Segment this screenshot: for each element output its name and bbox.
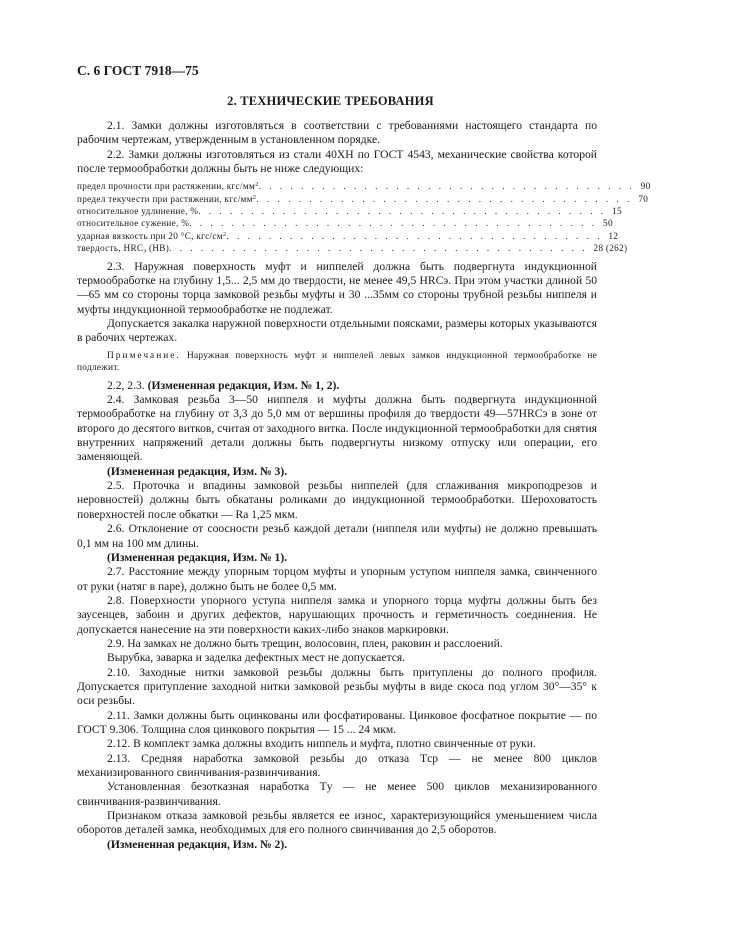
paragraph-2-11: 2.11. Замки должны быть оцинкованы или фосфатированы. Цинковое фосфатное покрытие — по ГОСТ 9.306. Толщина слоя цинкового покрытия — 15 ... 24 мкм.: [77, 708, 597, 736]
leader-dots: . . . . . . . . . . . . . . . . . . . . . . . . . . . . . . . . . . . .: [256, 194, 633, 205]
property-label: относительное сужение, %: [77, 218, 190, 229]
page-header: С. 6 ГОСТ 7918—75: [77, 63, 199, 78]
paragraph-2-6: 2.6. Отклонение от соосности резьб каждой детали (ниппеля или муфты) не должно превышать 0,1 мм на 100 мм длины.: [77, 522, 597, 550]
paragraph-2-8: 2.8. Поверхности упорного уступа ниппеля замка и упорного торца муфты должны быть без заусенцев, забоин и других дефектов, нарушающих прочность и герметичность соединения. Не допускается нанесение на эти поверхности каких-либо знаков маркировки.: [77, 593, 597, 636]
property-label: относительное удлинение, %: [77, 206, 199, 217]
paragraph-2-13c: Признаком отказа замковой резьбы является ее износ, характеризующийся уменьшением числа оборотов деталей замка, необходимых для его полного свинчивания до 2,5 оборотов.: [77, 809, 597, 837]
paragraph-2-9b: Вырубка, заварка и заделка дефектных мест не допускается.: [107, 651, 406, 665]
property-value: 28 (262): [593, 243, 628, 254]
property-label: предел текучести при растяжении, кгс/$мм^2$: [77, 194, 257, 205]
property-value: 12: [608, 231, 619, 242]
leader-dots: . . . . . . . . . . . . . . . . . . . . . . . . . . . . . . . . . . . . . . . .: [169, 243, 588, 254]
property-value: 90: [640, 181, 651, 192]
paragraph-2-1: 2.1. Замки должны изготовляться в соответствии с требованиями настоящего стандарта по рабочим чертежам, утвержденным в установленном порядке.: [77, 119, 597, 147]
mechanical-properties-list: [77, 179, 651, 257]
property-row: [77, 205, 622, 217]
paragraph-2-9: 2.9. На замках не должно быть трещин, волосовин, плен, раковин и расслоений.: [107, 636, 503, 650]
paragraph-2-4: 2.4. Замковая резьба 3—50 ниппеля и муфты должна быть подвергнута индукционной термообработке на глубину от 3,3 до 5,0 мм от вершины профиля до твердости 49—57HRCэ в зоне от второго до десятого витков, считая от заходного витка. После индукционной термообработки для снятия внутренних напряжений детали должны быть подвергнуты низкому отпуску или операции, его заменяющей.: [77, 393, 597, 464]
property-row: [77, 242, 628, 258]
paragraph-allowed: Допускается закалка наружной поверхности отдельными поясками, размеры которых указываются в рабочих чертежах.: [77, 317, 597, 345]
paragraph-2-2-2-3: 2.2, 2.3. (Измененная редакция, Изм. № 1, 2).: [107, 378, 340, 392]
paragraph-2-7: 2.7. Расстояние между упорным торцом муфты и упорным уступом ниппеля замка, свинченного от руки (натяг в паре), должно быть не более 0,5 мм.: [77, 565, 597, 593]
paragraph-2-13b: Установленная безотказная наработка Tу — не менее 500 циклов механизированного свинчивания-развинчивания.: [77, 780, 597, 808]
paragraph-2-13: 2.13. Средняя наработка замковой резьбы до отказа Tср — не менее 800 циклов механизированного свинчивания-развинчивания.: [77, 751, 597, 779]
property-row: [77, 192, 649, 205]
property-label: предел прочности при растяжении, кгс/$мм^2$: [77, 181, 259, 192]
section-title: 2. ТЕХНИЧЕСКИЕ ТРЕБОВАНИЯ: [227, 94, 434, 108]
leader-dots: . . . . . . . . . . . . . . . . . . . . . . . . . . . . . . . . . . . .: [258, 181, 635, 192]
property-value: 15: [612, 206, 622, 217]
edit-note-1: (Измененная редакция, Изм. № 1).: [107, 550, 288, 564]
paragraph-2-5: 2.5. Проточка и впадины замковой резьбы ниппелей (для сглаживания микроподрезов и неровностей) должны быть обкатаны роликами до индукционной термообработки. Шероховатость поверхностей после обкатки — Ra 1,25 мкм.: [77, 479, 597, 521]
leader-dots: . . . . . . . . . . . . . . . . . . . . . . . . . . . . . . . . . . . . . . .: [189, 218, 598, 229]
note-text: Наружная поверхность муфт и ниппелей левых замков индукционной термообработке не подлежит.: [77, 350, 597, 374]
leader-dots: . . . . . . . . . . . . . . . . . . . . . . . . . . . . . . . . . . . . . . .: [198, 206, 607, 217]
property-label: твердость, $HRC_э$ (НВ): [77, 243, 170, 255]
leader-dots: . . . . . . . . . . . . . . . . . . . . . . . . . . . . . . . . . . . .: [226, 231, 603, 242]
note: [77, 350, 597, 375]
property-row: [77, 179, 651, 192]
edit-note-2: (Измененная редакция, Изм. № 2).: [107, 837, 288, 851]
paragraph-2-12: 2.12. В комплект замка должны входить ниппель и муфта, плотно свинченные от руки.: [107, 737, 536, 751]
paragraph-2-3: 2.3. Наружная поверхность муфт и ниппелей должна быть подвергнута индукционной термообработке на глубину 1,5... 2,5 мм до твердости, не менее 49,5 HRCэ. При этом участки длиной 50—65 мм со стороны торца замковой резьбы муфты и 30 ...35мм со стороны трубной резьбы ниппеля и муфты индукционной термообработке не подлежат.: [77, 259, 597, 316]
property-label: ударная вязкость при 20 °С, кгс/$см^2$: [77, 231, 227, 242]
edit-note-3: (Измененная редакция, Изм. № 3).: [107, 464, 288, 478]
document-body: [77, 119, 651, 852]
property-value: 70: [638, 194, 649, 205]
property-row: [77, 217, 613, 229]
property-value: 50: [603, 218, 613, 229]
paragraph-2-10: 2.10. Заходные нитки замковой резьбы должны быть притуплены до полного профиля. Допускается притупление заходной нитки замковой резьбы муфты в виде скоса под углом 30°—35° к оси резьбы.: [77, 665, 597, 708]
note-label: Примечание.: [107, 350, 181, 361]
paragraph-2-2: 2.2. Замки должны изготовляться из стали 40ХН по ГОСТ 4543, механические свойства которой после термообработки должны быть не ниже следующих:: [77, 147, 597, 176]
property-row: [77, 229, 619, 242]
